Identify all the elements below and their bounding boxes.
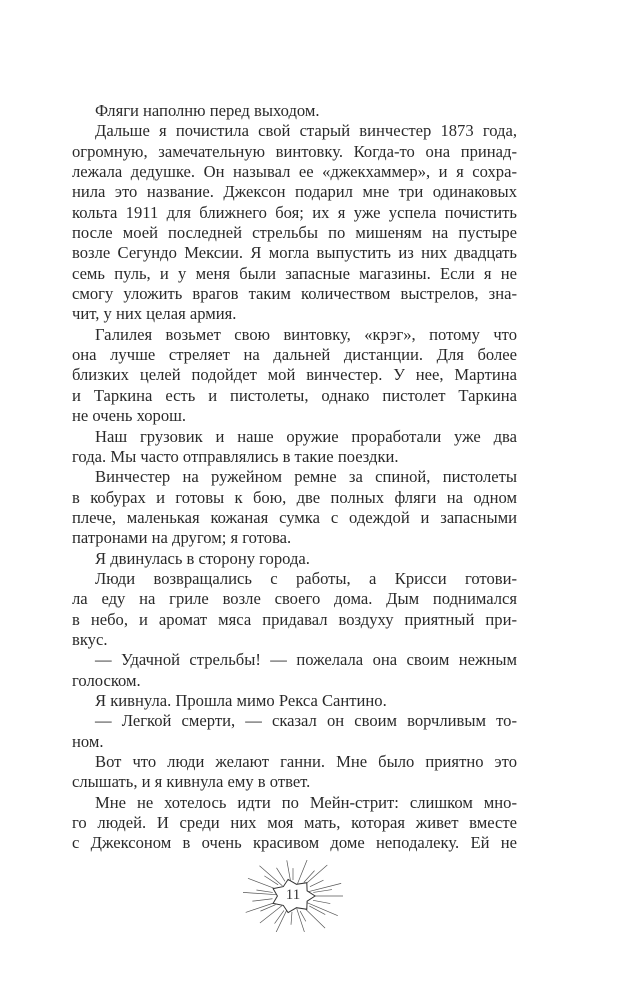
paragraph-line: слышать, и я кивнула ему в ответ. [72, 772, 311, 792]
paragraph-line: близких целей подойдет мой винчестер. У нее, Мартина [72, 365, 517, 385]
paragraph-line: смогу уложить врагов таким количеством выстрелов, зна- [72, 284, 517, 304]
paragraph-first-line: Мне не хотелось идти по Мейн-стрит: слишком мно- [95, 792, 517, 812]
page-number-badge [243, 860, 343, 932]
paragraph-line: она лучше стреляет на дальней дистанции. Для более [72, 345, 517, 365]
paragraph-line: ном. [72, 731, 104, 751]
paragraph-first-line: Я кивнула. Прошла мимо Рекса Сантино. [95, 690, 387, 710]
paragraph-line: ла еду на гриле возле своего дома. Дым поднимался [72, 589, 517, 609]
paragraph-line: после моей последней стрельбы по мишеням на пустыре [72, 223, 517, 243]
paragraph-line: кольта 1911 для ближнего боя; их я уже успела почистить [72, 202, 517, 222]
paragraph-first-line: Фляги наполню перед выходом. [95, 101, 320, 120]
paragraph-first-line: Дальше я почистила свой старый винчестер 1873 года, [95, 121, 517, 141]
paragraph-first-line: Вот что люди желают ганни. Мне было приятно это [95, 752, 517, 771]
paragraph-line: огромную, замечательную винтовку. Когда-то она принад- [72, 141, 517, 161]
paragraph-line: с Джексоном в очень красивом доме неподалеку. Ей не [72, 833, 517, 853]
paragraph-first-line: Я двинулась в сторону города. [95, 548, 310, 568]
paragraph-line: в кобурах и готовы к бою, две полных фляги на одном [72, 487, 517, 507]
paragraph-first-line: Галилея возьмет свою винтовку, «крэг», потому что [95, 324, 517, 344]
paragraph-first-line: Наш грузовик и наше оружие проработали уже два [95, 426, 517, 446]
paragraph-line: голоском. [72, 670, 141, 690]
paragraph-line: патронами на другом; я готова. [72, 528, 292, 548]
paragraph-line: года. Мы часто отправлялись в такие поездки. [72, 446, 399, 466]
page-body-text [72, 101, 517, 854]
paragraph-first-line: Люди возвращались с работы, а Крисси готови- [95, 568, 517, 588]
paragraph-line: в небо, и аромат мяса придавал воздуху приятный при- [72, 609, 517, 629]
paragraph-line: возле Сегундо Мексии. Я могла выпустить из них двадцать [72, 243, 517, 263]
paragraph-line: нила это название. Джексон подарил мне три одинаковых [72, 182, 517, 202]
paragraph-line: плече, маленькая кожаная сумка с одеждой и запасными [72, 507, 517, 527]
paragraph-line: не очень хорош. [72, 406, 187, 426]
paragraph-first-line: Винчестер на ружейном ремне за спиной, пистолеты [95, 467, 517, 487]
paragraph-line: лежала дедушке. Он называл ее «джекхаммер», и я сохра- [72, 162, 517, 182]
page-number: 11 [285, 887, 301, 903]
paragraph-line: го людей. И среди них моя мать, которая живет вместе [72, 813, 517, 833]
paragraph-line: и Таркина есть и пистолеты, однако пистолет Таркина [72, 385, 517, 405]
paragraph-line: чит, у них целая армия. [72, 304, 237, 324]
paragraph-line: вкус. [72, 629, 108, 649]
paragraph-first-line: — Удачной стрельбы! — пожелала она своим нежным [95, 650, 517, 670]
paragraph-first-line: — Легкой смерти, — сказал он своим ворчливым то- [95, 711, 517, 731]
paragraph-line: семь пуль, и у меня были запасные магазины. Если я не [72, 263, 517, 283]
